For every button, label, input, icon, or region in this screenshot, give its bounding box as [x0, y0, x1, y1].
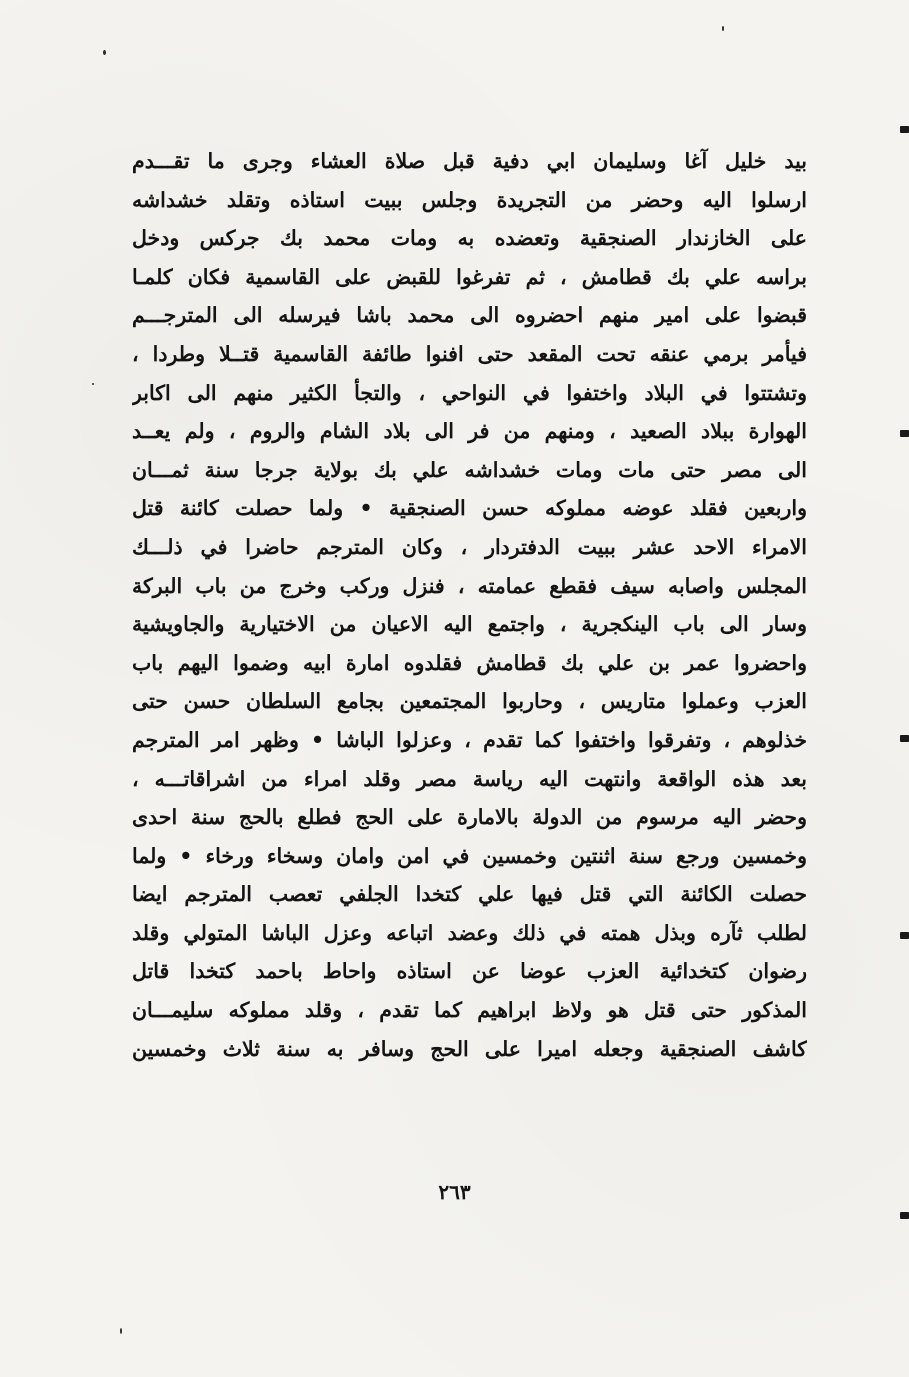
scan-speck	[120, 1328, 122, 1334]
text-line: وحضر اليه مرسوم من الدولة بالامارة على الحج فطلع بالحج سنة احدى	[132, 805, 807, 830]
text-line: ارسلوا اليه وحضر من التجريدة وجلس ببيت استاذه وتقلد خشداشه	[132, 187, 807, 212]
scan-speck	[92, 383, 94, 385]
text-line: خذلوهم ، وتفرقوا واختفوا كما تقدم ، وعزلوا الباشا • وظهر امر المترجم	[132, 727, 807, 752]
scan-mark	[900, 932, 909, 939]
text-line: الهوارة ببلاد الصعيد ، ومنهم من فر الى بلاد الشام والروم ، ولم يعــد	[132, 419, 807, 444]
text-line: وتشتتوا في البلاد واختفوا في النواحي ، والتجأ الكثير منهم الى اكابر	[132, 380, 807, 405]
text-line: فيأمر برمي عنقه تحت المقعد حتى افنوا طائفة القاسمية قتــلا وطردا ،	[132, 341, 807, 366]
scan-mark	[900, 1212, 909, 1219]
text-line: العزب وعملوا متاريس ، وحاربوا المجتمعين بجامع السلطان حسن حتى	[132, 689, 807, 714]
text-line: وسار الى باب الينكجرية ، واجتمع اليه الاعيان من الاختيارية والجاويشية	[132, 612, 807, 637]
text-line: بيد خليل آغا وسليمان ابي دفية قبل صلاة العشاء وجرى ما تقـــدم	[132, 149, 807, 173]
body-text	[132, 142, 807, 1068]
text-line: لطلب ثآره وبذل همته في ذلك وعضد اتباعه وعزل الباشا المتولي وقلد	[132, 920, 807, 945]
scan-mark	[900, 126, 909, 133]
text-line: رضوان كتخدائية العزب عوضا عن استاذه واحاط باحمد كتخدا قاتل	[132, 959, 807, 984]
text-line: الامراء الاحد عشر ببيت الدفتردار ، وكان المترجم حاضرا في ذلـــك	[132, 534, 807, 559]
text-line: قبضوا على امير منهم احضروه الى محمد باشا فيرسله الى المترجـــم	[132, 303, 807, 328]
text-line: كاشف الصنجقية وجعله اميرا على الحج وسافر به سنة ثلاث وخمسين	[132, 1036, 807, 1061]
text-line: المذكور حتى قتل هو ولاظ ابراهيم كما تقدم ، وقلد مملوكه سليمـــان	[132, 998, 807, 1023]
text-line: براسه علي بك قطامش ، ثم تفرغوا للقبض على القاسمية فكان كلمـا	[132, 264, 807, 289]
text-line: الى مصر حتى مات ومات خشداشه علي بك بولاية جرجا سنة ثمـــان	[132, 457, 807, 482]
text-line: حصلت الكائنة التي قتل فيها علي كتخدا الجلفي تعصب المترجم ايضا	[132, 882, 807, 907]
scan-mark	[900, 430, 909, 437]
text-line: وخمسين ورجع سنة اثنتين وخمسين في امن وامان وسخاء ورخاء • ولما	[132, 843, 807, 868]
text-line: بعد هذه الواقعة وانتهت اليه رياسة مصر وقلد امراء من اشراقاتـــه ،	[132, 766, 807, 791]
text-line: المجلس واصابه سيف فقطع عمامته ، فنزل وركب وخرج من باب البركة	[132, 573, 807, 598]
text-line: واربعين فقلد عوضه مملوكه حسن الصنجقية • ولما حصلت كائنة قتل	[132, 496, 807, 521]
text-line: واحضروا عمر بن علي بك قطامش فقلدوه امارة ابيه وضموا اليهم باب	[132, 650, 807, 675]
scan-speck	[103, 50, 106, 55]
page-number: ٢٦٣	[438, 1180, 471, 1204]
scan-mark	[900, 735, 909, 742]
scan-speck	[722, 26, 724, 31]
text-line: على الخازندار الصنجقية وتعضده به ومات محمد بك جركس ودخل	[132, 226, 807, 251]
